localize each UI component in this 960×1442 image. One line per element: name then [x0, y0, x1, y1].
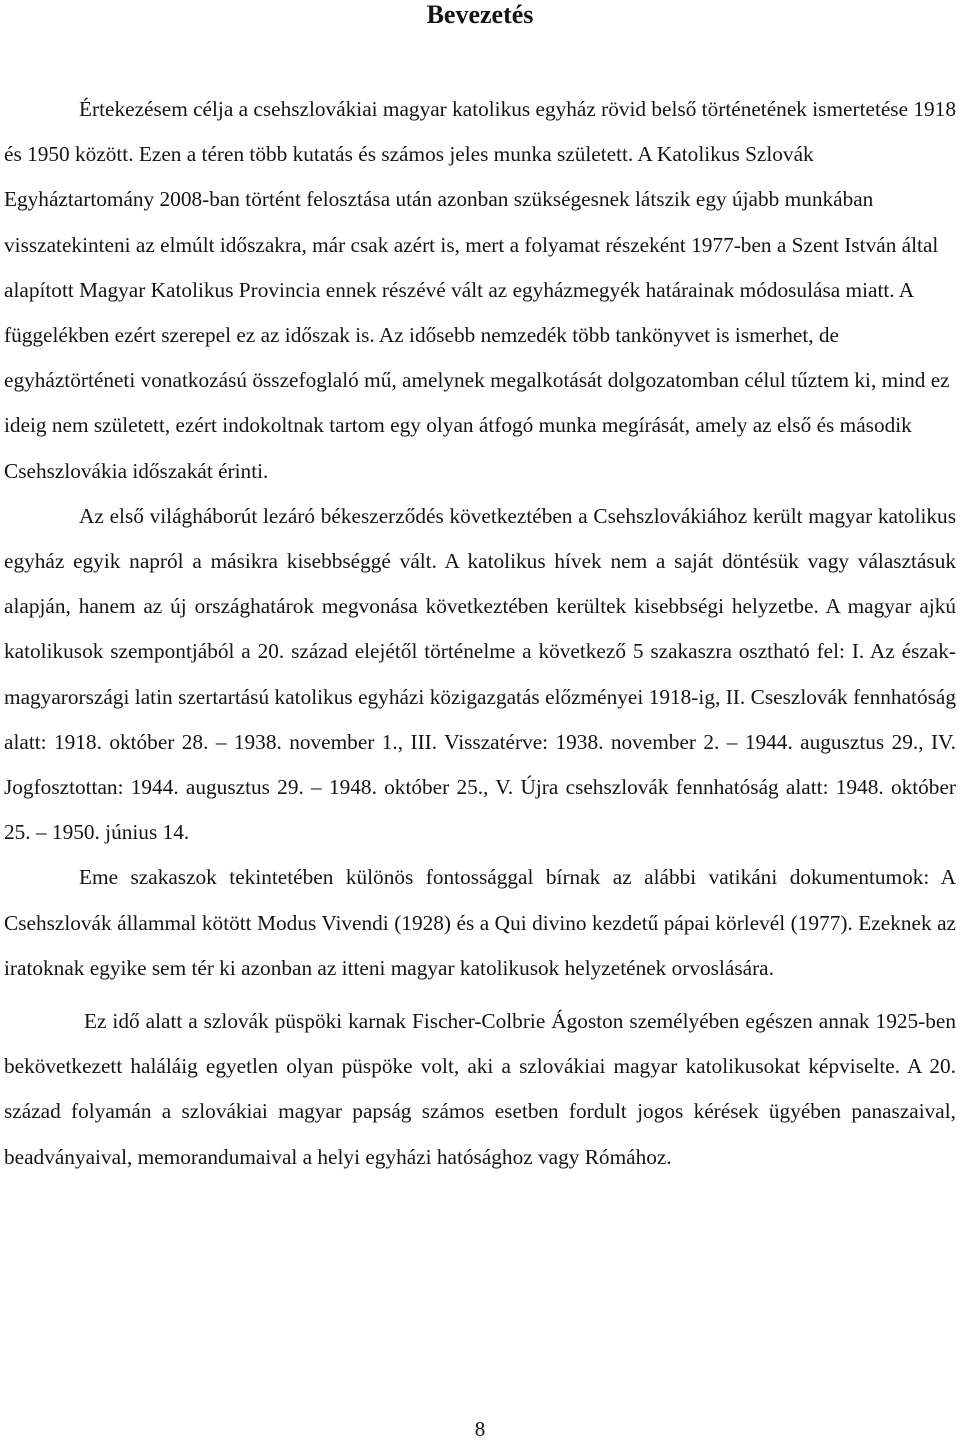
paragraph-4: Ez idő alatt a szlovák püspöki karnak Fischer-Colbrie Ágoston személyében egészen annak 1925-ben bekövetkezett haláláig egyetlen olyan püspöke volt, aki a szlovákiai magyar katolikusokat képviselte. A 20. század folyamán a szlovákiai magyar papság számos esetben fordult jogos kérések ügyében panaszaival, beadványaival, memorandumaival a helyi egyházi hatósághoz vagy Rómához.: [4, 1009, 956, 1169]
paragraph-3: Eme szakaszok tekintetében különös fontossággal bírnak az alábbi vatikáni dokumentumok: A Csehszlovák állammal kötött Modus Vivendi (1928) és a Qui divino kezdetű pápai körlevél (1977). Ezeknek az iratoknak egyike sem tér ki azonban az itteni magyar katolikusok helyzetének orvoslására.: [4, 865, 956, 980]
paragraph-2: Az első világháborút lezáró békeszerződés következtében a Csehszlovákiához került magyar katolikus egyház egyik napról a másikra kisebbséggé vált. A katolikus hívek nem a saját döntésük vagy választásuk alapján, hanem az új országhatárok megvonása következtében kerültek kisebbségi helyzetbe. A magyar ajkú katolikusok szempontjából a 20. század elejétől történelme a következő 5 szakaszra osztható fel: I. Az észak-magyarországi latin szertartású katolikus egyházi közigazgatás előzményei 1918-ig, II. Cseszlovák fennhatóság alatt: 1918. október 28. – 1938. november 1., III. Visszatérve: 1938. november 2. – 1944. augusztus 29., IV. Jogfosztottan: 1944. augusztus 29. – 1948. október 25., V. Újra csehszlovák fennhatóság alatt: 1948. október 25. – 1950. június 14.: [4, 503, 956, 845]
paragraph-1: Értekezésem célja a csehszlovákiai magyar katolikus egyház rövid belső történetének ismertetése 1918 és 1950 között. Ezen a téren több kutatás és számos jeles munka született. A Katolikus Szlovák Egyháztartomány 2008-ban történt felosztása után azonban szükségesnek látszik egy újabb munkában visszatekinteni az elmúlt időszakra, már csak azért is, mert a folyamat részeként 1977-ben a Szent István által alapított Magyar Katolikus Provincia ennek részévé vált az egyházmegyék határainak módosulása miatt. A függelékben ezért szerepel ez az időszak is. Az idősebb nemzedék több tankönyvet is ismerhet, de egyháztörténeti vonatkozású összefoglaló mű, amelynek megalkotását dolgozatomban célul tűztem ki, mind ez ideig nem született, ezért indokoltnak tartom egy olyan átfogó munka megírását, amely az első és második Csehszlovákia időszakát érinti.: [4, 97, 956, 483]
page-number: 8: [474, 1417, 486, 1441]
body-text: [4, 87, 956, 1180]
page-title: Bevezetés: [426, 0, 534, 29]
